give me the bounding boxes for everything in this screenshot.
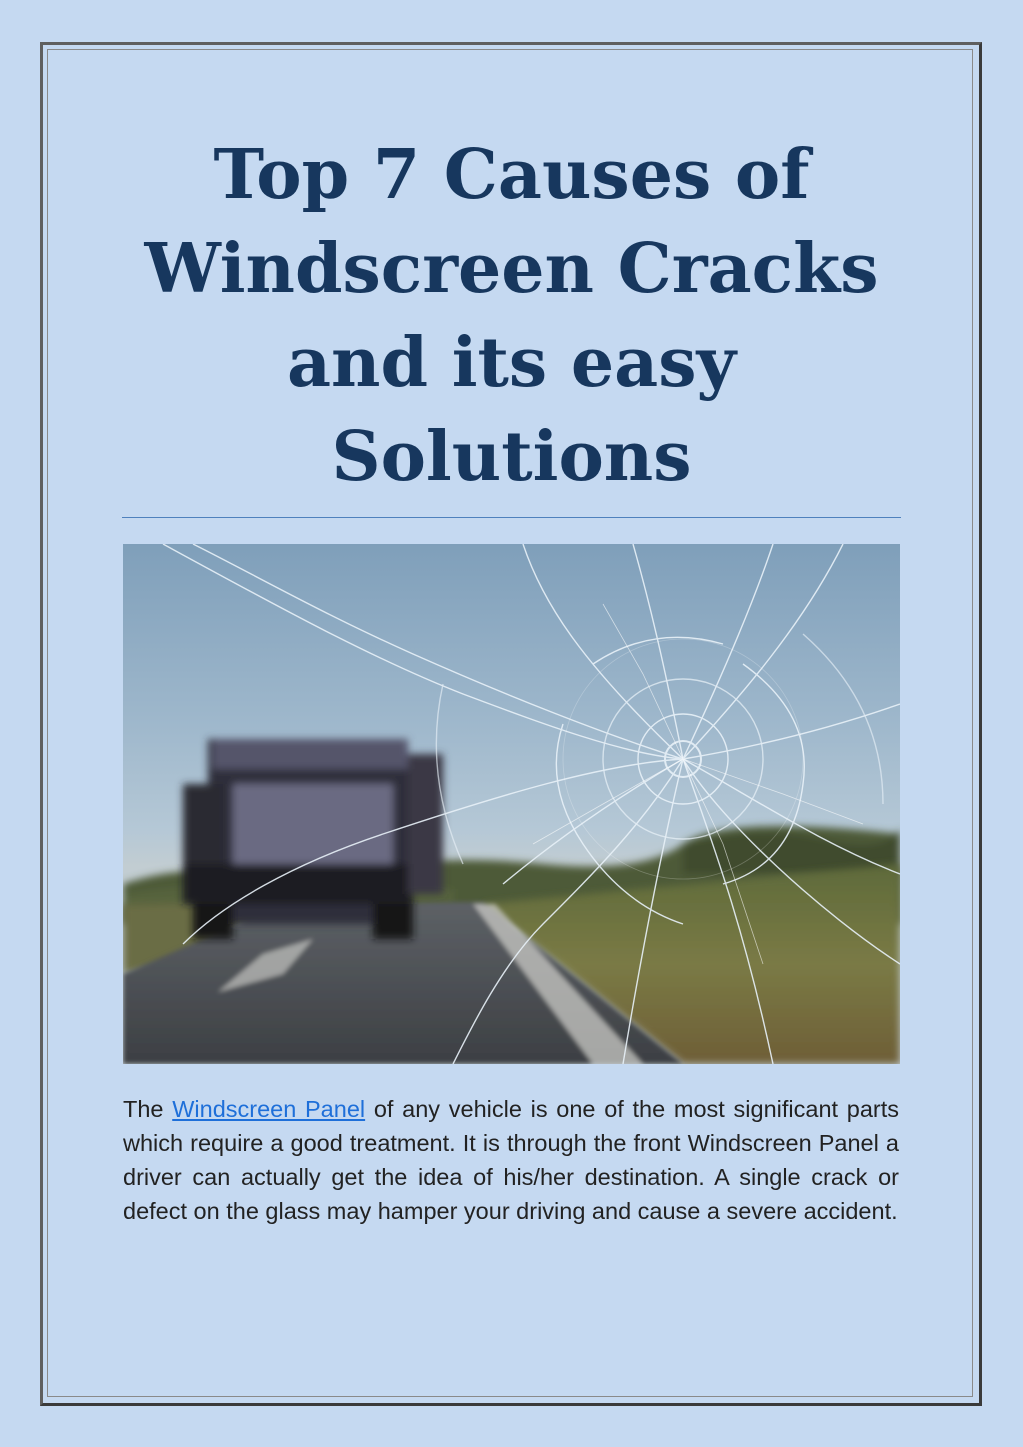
- title-line-3: and its easy: [286, 323, 737, 403]
- title-line-2: Windscreen Cracks: [144, 229, 879, 309]
- windscreen-panel-link[interactable]: Windscreen Panel: [172, 1096, 366, 1122]
- intro-paragraph: [123, 1092, 899, 1228]
- title-line-4: Solutions: [331, 417, 692, 497]
- paragraph-body: of any vehicle is one of the most significant parts which require a good treatment. It is through the front Windscreen Panel a driver can actually get the idea of his/her destination. A single crack or defect on the glass may hamper your driving and cause a severe accident.: [123, 1096, 900, 1224]
- title-line-1: Top 7 Causes of: [213, 135, 810, 215]
- paragraph-lead: The: [123, 1096, 173, 1122]
- cracked-windscreen-photo: [123, 544, 900, 1064]
- document-title: [100, 128, 923, 504]
- title-divider: [122, 517, 901, 518]
